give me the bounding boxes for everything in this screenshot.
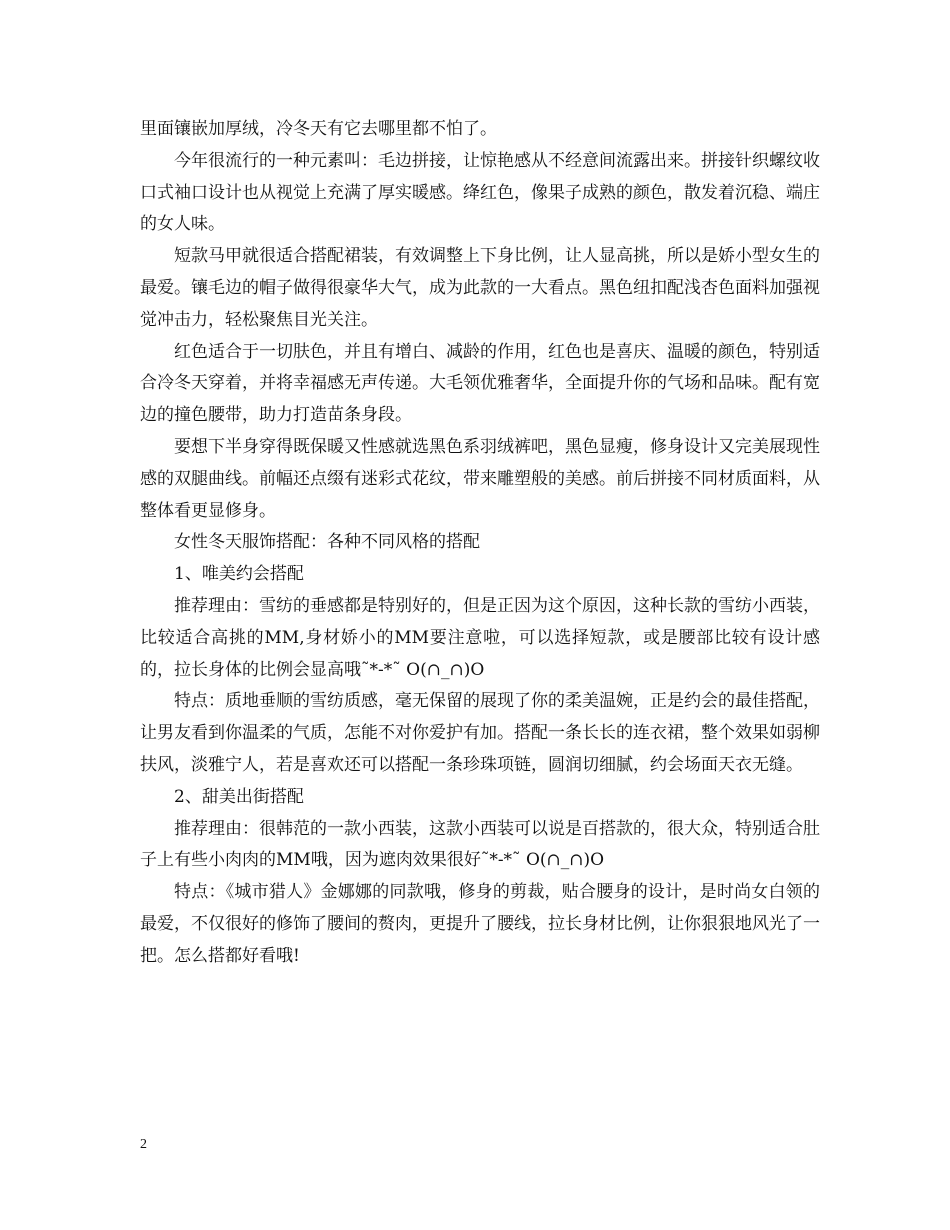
- section-heading: 女性冬天服饰搭配：各种不同风格的搭配: [174, 532, 480, 553]
- paragraph-short-vest: 短款马甲就很适合搭配裙装，有效调整上下身比例，让人显高挑，所以是娇小型女生的最爱。镶毛边的帽子做得很豪华大气，成为此款的一大看点。黑色纽扣配浅杏色面料加强视觉冲击力，轻松聚焦目光关注。: [140, 246, 820, 330]
- document-body: [140, 114, 820, 973]
- paragraph-street-reason: 推荐理由：很韩范的一款小西装，这款小西装可以说是百搭款的，很大众，特别适合肚子上有些小肉肉的MM哦，因为遮肉效果很好˜*-*˜ O(∩_∩)O: [140, 818, 820, 871]
- paragraph-fur-trim: 今年很流行的一种元素叫：毛边拼接，让惊艳感从不经意间流露出来。拼接针织螺纹收口式袖口设计也从视觉上充满了厚实暖感。绛红色，像果子成熟的颜色，散发着沉稳、端庄的女人味。: [140, 150, 820, 235]
- paragraph-street-features: 特点：《城市猎人》金娜娜的同款哦，修身的剪裁，贴合腰身的设计，是时尚女白领的最爱，不仅很好的修饰了腰间的赘肉，更提升了腰线，拉长身材比例，让你狠狠地风光了一把。怎么搭都好看哦!: [140, 882, 820, 966]
- paragraph-date-features: 特点：质地垂顺的雪纺质感，毫无保留的展现了你的柔美温婉，正是约会的最佳搭配，让男友看到你温柔的气质，怎能不对你爱护有加。搭配一条长长的连衣裙，整个效果如弱柳扶风，淡雅宁人，若是喜欢还可以搭配一条珍珠项链，圆润切细腻，约会场面天衣无缝。: [140, 691, 820, 775]
- page-number: 2: [140, 1137, 147, 1152]
- paragraph-date-reason: 推荐理由：雪纺的垂感都是特别好的，但是正因为这个原因，这种长款的雪纺小西装，比较适合高挑的MM,身材娇小的MM要注意啦，可以选择短款，或是腰部比较有设计感的，拉长身体的比例会显高哦˜*-*˜ O(∩_∩)O: [140, 595, 820, 680]
- paragraph-down-pants: 要想下半身穿得既保暖又性感就选黑色系羽绒裤吧，黑色显瘦，修身设计又完美展现性感的双腿曲线。前幅还点缀有迷彩式花纹，带来雕塑般的美感。前后拼接不同材质面料，从整体看更显修身。: [140, 436, 820, 521]
- paragraph-continuation: 里面镶嵌加厚绒，冷冬天有它去哪里都不怕了。: [140, 119, 497, 139]
- paragraph-red-color: 红色适合于一切肤色，并且有增白、减龄的作用，红色也是喜庆、温暖的颜色，特别适合冷冬天穿着，并将幸福感无声传递。大毛领优雅奢华，全面提升你的气场和品味。配有宽边的撞色腰带，助力打造苗条身段。: [140, 341, 820, 426]
- subheading-street-outfit: 2、甜美出街搭配: [174, 786, 304, 807]
- subheading-date-outfit: 1、唯美约会搭配: [174, 564, 304, 585]
